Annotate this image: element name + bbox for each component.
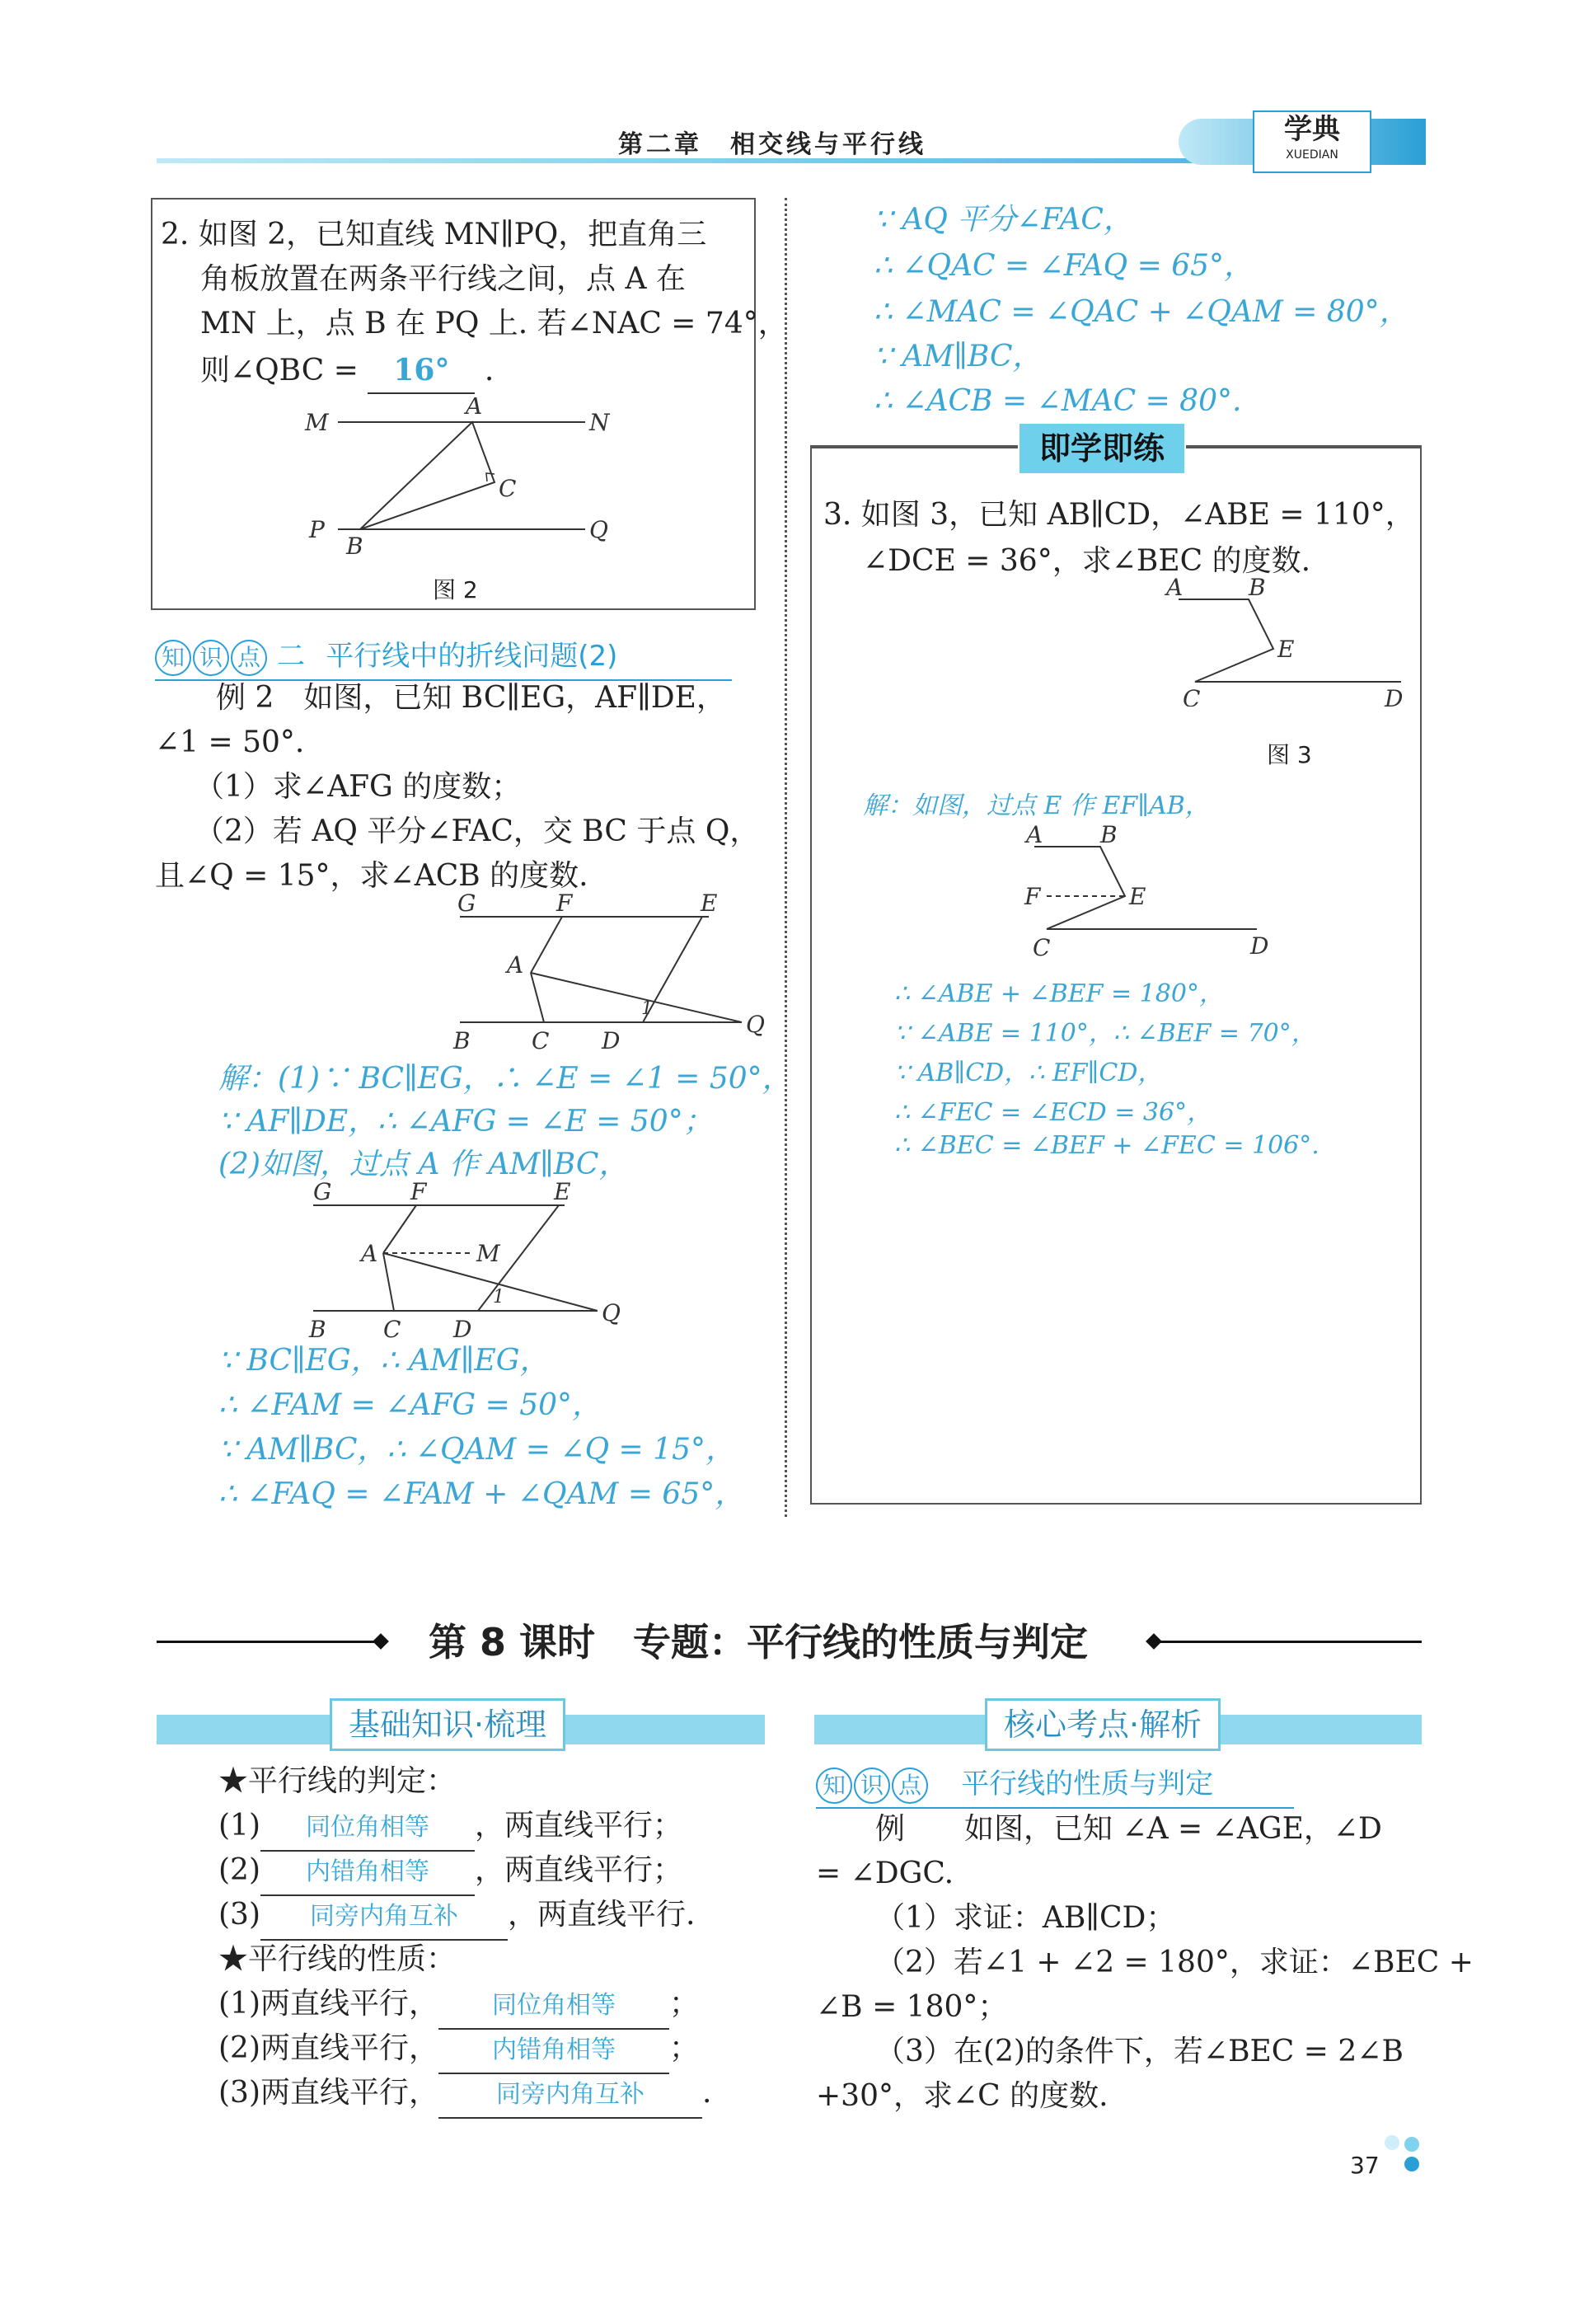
q2-line-3: MN 上，点 B 在 PQ 上. 若∠NAC = 74°， <box>200 307 788 340</box>
prop-3-post: . <box>702 2076 712 2110</box>
judge-1-post: ，两直线平行； <box>475 1809 683 1843</box>
label-b: B <box>346 533 363 560</box>
core-line-2: = ∠DGC. <box>816 1857 954 1890</box>
practice-title: 即学即练 <box>1018 422 1186 475</box>
label-c: C <box>499 475 517 502</box>
brand-name: 学典 <box>1284 113 1340 146</box>
fig-label-c: C <box>532 1027 550 1054</box>
lesson-rule-left <box>157 1641 379 1643</box>
figure-3-solution <box>1010 822 1282 962</box>
segment-af-b <box>383 1205 416 1253</box>
solution-2-line-1: 解：(1)∵ BC∥EG，∴ ∠E = ∠1 = 50°， <box>218 1062 792 1096</box>
fig3b-label-f: F <box>1024 883 1041 910</box>
knowledge-badge <box>155 641 277 672</box>
badge-char-2: 识 <box>193 640 229 676</box>
judge-1-pre: (1) <box>218 1809 260 1843</box>
chapter-title: 第二章 相交线与平行线 <box>618 130 926 159</box>
prop-1-post: ； <box>669 1987 700 2021</box>
q2-prefix: 则∠QBC = <box>200 354 359 387</box>
figb-label-a: A <box>361 1240 378 1267</box>
kp2-title: 平行线中的折线问题(2) <box>326 640 618 673</box>
practice-line-1: 3. 如图 3，已知 AB∥CD，∠ABE = 110°， <box>823 498 1415 532</box>
fig-label-g: G <box>457 890 476 917</box>
fig3-label-a: A <box>1166 575 1184 601</box>
prop-1-pre: (1)两直线平行， <box>218 1987 438 2021</box>
judge-item-3 <box>218 1893 695 1941</box>
figure-3 <box>1158 575 1405 707</box>
fig3b-label-c: C <box>1033 934 1051 961</box>
kp2-number: 二 <box>277 640 306 673</box>
practice-solution-intro: 解：如图，过点 E 作 EF∥AB， <box>863 791 1210 820</box>
example-2-line-5: 且∠Q = 15°，求∠ACB 的度数. <box>155 859 588 893</box>
q2-suffix: . <box>484 354 495 387</box>
q2-line-1: 2. 如图 2，已知直线 MN∥PQ，把直角三 <box>161 218 707 251</box>
prop-item-2 <box>218 2026 699 2074</box>
figure-2 <box>293 397 622 562</box>
solution-2-line-12: ∴ ∠ACB = ∠MAC = 80°. <box>874 384 1242 418</box>
q2-line-2: 角板放置在两条平行线之间，点 A 在 <box>200 262 686 296</box>
example-2-line-1: 例 2 如图，已知 BC∥EG，AF∥DE， <box>216 681 726 715</box>
q2-answer: 16° <box>368 348 475 394</box>
core-badge-char-1: 知 <box>816 1768 852 1804</box>
fig3-label-e: E <box>1277 636 1295 663</box>
fig3-label-c: C <box>1183 685 1201 707</box>
q2-line-4 <box>200 348 494 394</box>
figb-label-m: M <box>476 1240 500 1267</box>
segment-af <box>531 917 562 973</box>
basics-band-label: 基础知识·梳理 <box>330 1698 565 1751</box>
label-p: P <box>309 516 325 543</box>
example-2-figure-b <box>288 1179 635 1344</box>
fig3b-label-e: E <box>1129 883 1146 910</box>
solution-2-line-10: ∴ ∠MAC = ∠QAC + ∠QAM = 80°， <box>874 295 1409 329</box>
prop-item-3 <box>218 2071 711 2119</box>
core-knowledge-badge <box>816 1768 938 1800</box>
prop-item-1 <box>218 1982 699 2030</box>
solution-2-line-9: ∴ ∠QAC = ∠FAQ = 65°， <box>874 249 1254 283</box>
solution-2-line-8: ∵ AQ 平分∠FAC， <box>874 203 1133 237</box>
lesson-rule-right <box>1158 1641 1422 1643</box>
knowledge-point-2-heading <box>155 633 732 681</box>
segment-aq <box>531 973 742 1022</box>
judge-2-post: ，两直线平行； <box>475 1853 683 1887</box>
figb-label-e: E <box>554 1179 571 1205</box>
practice-solution-3: ∵ AB∥CD，∴ EF∥CD， <box>894 1059 1163 1087</box>
core-line-4: （2）若∠1 + ∠2 = 180°，求证：∠BEC + <box>875 1946 1474 1979</box>
segment-ac <box>531 973 544 1022</box>
brand-logo <box>1253 110 1371 173</box>
practice-line-2: ∠DCE = 36°，求∠BEC 的度数. <box>863 544 1311 578</box>
figure-2-caption: 图 2 <box>433 576 478 603</box>
practice-solution-2: ∵ ∠ABE = 110°，∴ ∠BEF = 70°， <box>894 1019 1316 1048</box>
core-line-3: （1）求证：AB∥CD； <box>875 1901 1176 1935</box>
judge-item-1 <box>218 1804 682 1852</box>
solution-2-line-4: ∵ BC∥EG，∴ AM∥EG， <box>218 1344 550 1378</box>
core-line-1: 例 如图，已知 ∠A = ∠AGE，∠D <box>875 1812 1382 1846</box>
example-2-line-3: （1）求∠AFG 的度数； <box>195 770 522 804</box>
core-line-7: +30°，求∠C 的度数. <box>816 2079 1109 2113</box>
fig3-label-d: D <box>1385 685 1404 707</box>
badge-char-3: 点 <box>231 640 267 676</box>
figb-label-q: Q <box>602 1299 621 1326</box>
fig-label-f: F <box>556 890 573 917</box>
triangle-abc <box>360 422 495 529</box>
example-2-figure <box>429 890 775 1055</box>
figure-3-caption: 图 3 <box>1267 741 1312 768</box>
core-knowledge-heading <box>816 1761 1294 1809</box>
lesson-title: 第 8 课时 专题：平行线的性质与判定 <box>429 1620 1089 1664</box>
judge-title: ★平行线的判定： <box>218 1764 457 1798</box>
lesson-diamond-left <box>373 1633 389 1650</box>
core-line-5: ∠B = 180°； <box>816 1990 1008 2024</box>
example-2-line-2: ∠1 = 50°. <box>155 725 305 759</box>
question-2-box <box>151 198 788 610</box>
judge-2-pre: (2) <box>218 1853 260 1887</box>
figb-label-d: D <box>453 1316 472 1343</box>
fig3b-label-b: B <box>1100 822 1118 848</box>
prop-3-answer: 同旁内角互补 <box>438 2073 702 2119</box>
judge-3-answer: 同旁内角互补 <box>260 1894 508 1941</box>
label-q: Q <box>589 516 608 543</box>
prop-3-pre: (3)两直线平行， <box>218 2076 438 2110</box>
practice-solution-4: ∴ ∠FEC = ∠ECD = 36°， <box>894 1098 1212 1127</box>
prop-2-pre: (2)两直线平行， <box>218 2031 438 2065</box>
column-divider <box>785 198 787 1517</box>
figb-label-f: F <box>410 1179 427 1205</box>
solution-2-line-3: (2)如图，过点 A 作 AM∥BC， <box>218 1148 629 1181</box>
segment-ac-b <box>383 1253 394 1311</box>
label-n: N <box>589 409 610 436</box>
figb-label-b: B <box>309 1316 326 1343</box>
fig-label-q: Q <box>746 1011 765 1038</box>
judge-3-pre: (3) <box>218 1898 260 1932</box>
judge-item-2 <box>218 1848 682 1896</box>
judge-1-answer: 同位角相等 <box>260 1805 475 1852</box>
practice-solution-5: ∴ ∠BEC = ∠BEF + ∠FEC = 106°. <box>894 1131 1319 1160</box>
solution-2-line-11: ∵ AM∥BC， <box>874 340 1043 373</box>
example-2-line-4: （2）若 AQ 平分∠FAC，交 BC 于点 Q， <box>195 815 760 848</box>
core-kp-title: 平行线的性质与判定 <box>961 1768 1214 1801</box>
prop-1-answer: 同位角相等 <box>438 1984 669 2030</box>
page-header <box>157 115 1426 181</box>
prop-2-answer: 内错角相等 <box>438 2028 669 2074</box>
badge-char-1: 知 <box>155 640 191 676</box>
figb-label-c: C <box>383 1316 401 1343</box>
fig-label-a: A <box>507 951 524 979</box>
solution-2-line-2: ∵ AF∥DE，∴ ∠AFG = ∠E = 50°； <box>218 1105 713 1139</box>
fig3-label-b: B <box>1249 575 1266 601</box>
core-line-6: （3）在(2)的条件下，若∠BEC = 2∠B <box>875 2035 1404 2068</box>
core-badge-char-3: 点 <box>892 1768 928 1804</box>
fig-label-e: E <box>701 890 718 917</box>
fig-label-one: 1 <box>641 998 653 1019</box>
judge-3-post: ，两直线平行. <box>508 1898 696 1932</box>
solution-2-line-5: ∴ ∠FAM = ∠AFG = 50°， <box>218 1388 602 1422</box>
page-number: 37 <box>1350 2152 1380 2179</box>
practice-box <box>810 430 1422 1505</box>
solution-2-line-6: ∵ AM∥BC，∴ ∠QAM = ∠Q = 15°， <box>218 1433 735 1467</box>
brand-sub: XUEDIAN <box>1286 148 1338 162</box>
fig3b-label-d: D <box>1250 932 1269 960</box>
page-decoration <box>1385 2135 1426 2176</box>
fig-label-d: D <box>602 1027 621 1054</box>
core-badge-char-2: 识 <box>854 1768 890 1804</box>
judge-2-answer: 内错角相等 <box>260 1850 475 1896</box>
fig-label-b: B <box>453 1027 471 1054</box>
core-band-title: 核心考点·解析 <box>985 1698 1221 1751</box>
prop-title: ★平行线的性质： <box>218 1942 457 1976</box>
prop-2-post: ； <box>669 2031 700 2065</box>
label-m: M <box>305 409 329 436</box>
practice-solution-1: ∴ ∠ABE + ∠BEF = 180°， <box>894 979 1224 1008</box>
figb-label-one: 1 <box>493 1287 504 1308</box>
solution-2-line-7: ∴ ∠FAQ = ∠FAM + ∠QAM = 65°， <box>218 1477 745 1511</box>
label-a: A <box>466 397 483 420</box>
fig3b-label-a: A <box>1026 822 1043 848</box>
figb-label-g: G <box>313 1179 332 1205</box>
